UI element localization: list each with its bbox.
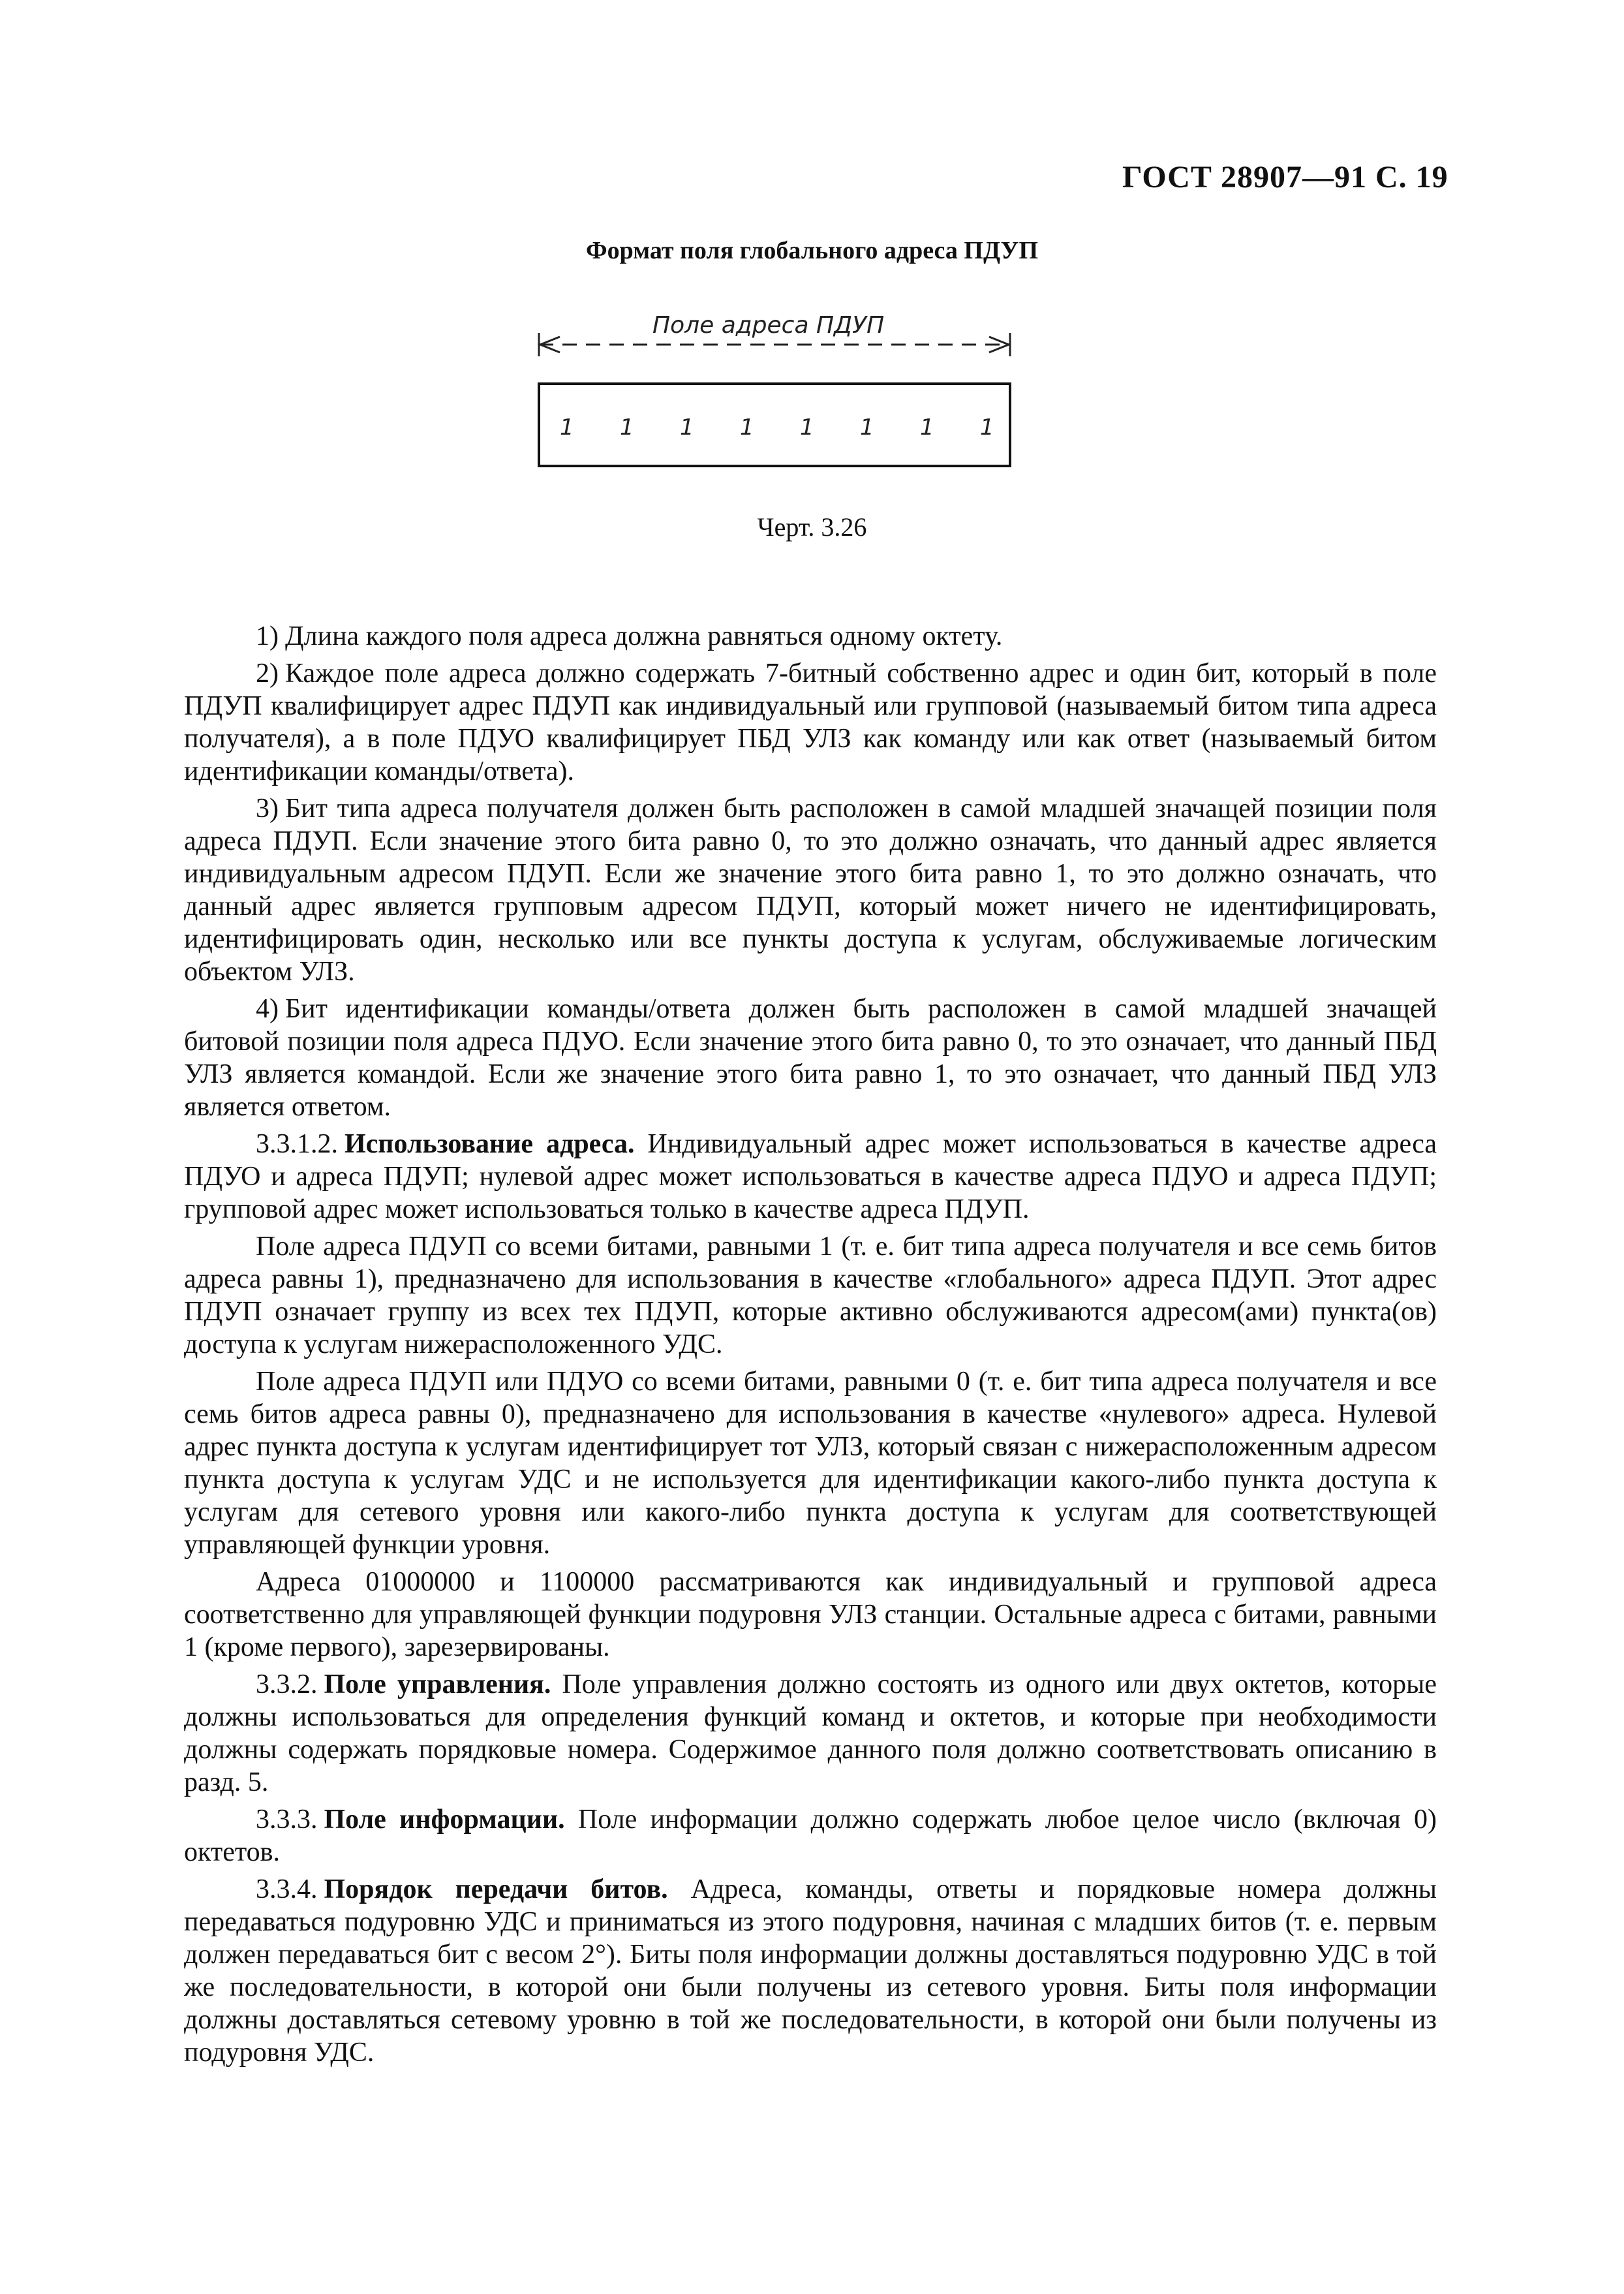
paragraph-number: 1) [256,621,279,651]
body-text [184,620,1437,2073]
bit-mark: 1 [740,414,754,441]
paragraph-number: 3) [256,794,279,824]
paragraph-heading: Поле информации. [324,1805,565,1835]
paragraph-text: Поле управления должно состоять из одного или двух октетов, которые должны использоваться для определения функций команд и октетов, и которые при необходимости должны содержать порядковые номера. Содержимое данного поля должно соответствовать описанию в разд. 5. [184,1669,1437,1797]
figure-caption: Черт. 3.26 [757,512,867,542]
paragraph-text: Бит типа адреса получателя должен быть расположен в самой младшей значащей позиции поля адреса ПДУП. Если значение этого бита равно 0, то это должно означать, что данный адрес является индивидуальным адресом ПДУП. Если же значение этого бита равно 1, то это должно означать, что данный адрес является групповым адресом ПДУП, который может ничего не идентифицировать, идентифицировать один, несколько или все пункты доступа к услугам, обслуживаемые логическим объектом УЛЗ. [184,794,1437,987]
paragraph-text: Длина каждого поля адреса должна равняться одному октету. [285,621,1003,651]
paragraph [184,657,1437,788]
bit-mark: 1 [560,414,574,441]
paragraph [184,1365,1437,1561]
paragraph [184,1230,1437,1361]
page-header: ГОСТ 28907—91 С. 19 [1122,160,1448,194]
paragraph-text: Адреса 01000000 и 1100000 рассматриваются как индивидуальный и групповой адреса соответственно для управляющей функции подуровня УЛЗ станции. Остальные адреса с битами, равными 1 (кроме первого), зарезервированы. [184,1567,1437,1662]
bit-mark: 1 [860,414,874,441]
paragraph [184,1873,1437,2069]
paragraph-text: Каждое поле адреса должно содержать 7-битный собственно адрес и один бит, который в поле ПДУП квалифицирует адрес ПДУП как индивидуальный или групповой (называемый битом типа адреса получателя), а в поле ПДУО квалифицирует ПБД УЛЗ как команду или как ответ (называемый битом идентификации команды/ответа). [184,659,1437,786]
paragraph-number: 3.3.3. [256,1805,318,1835]
paragraph [184,993,1437,1123]
bit-mark: 1 [920,414,934,441]
paragraph-text: Адреса, команды, ответы и порядковые номера должны передаваться подуровню УДС и приниматься из этого подуровня, начиная с младших битов (т. е. первым должен передаваться бит с весом 2°). Биты поля информации должны доставляться подуровню УДС в той же последовательности, в которой они были получены из сетевого уровня. Биты поля информации должны доставляться сетевому уровню в той же последовательности, в которой они были получены из подуровня УДС. [184,1874,1437,2068]
paragraph-heading: Использование адреса. [345,1129,635,1159]
paragraph [184,620,1437,653]
paragraph [184,1128,1437,1226]
bit-mark: 1 [680,414,694,441]
paragraph-text: Поле адреса ПДУП со всеми битами, равными 1 (т. е. бит типа адреса получателя и все семь битов адреса равны 1), предназначено для использования в качестве «глобального» адреса ПДУП. Этот адрес ПДУП означает группу из всех тех ПДУП, которые активно обслуживаются адресом(ами) пункта(ов) доступа к услугам нижерасположенного УДС. [184,1232,1437,1359]
paragraph [184,1668,1437,1799]
paragraph-number: 3.3.1.2. [256,1129,338,1159]
paragraph-text: Поле информации должно содержать любое целое число (включая 0) октетов. [184,1805,1437,1867]
bit-mark: 1 [620,414,634,441]
bit-mark: 1 [800,414,814,441]
address-field-diagram [0,307,1624,503]
paragraph-number: 3.3.2. [256,1669,318,1699]
field-label: Поле адреса ПДУП [652,312,885,339]
paragraph-text: Поле адреса ПДУП или ПДУО со всеми битами, равными 0 (т. е. бит типа адреса получателя и все семь битов адреса равны 0), предназначено для использования в качестве «нулевого» адреса. Нулевой адрес пункта доступа к услугам идентифицирует тот УЛЗ, который связан с нижерасположенным адресом пункта доступа к услугам УДС и не используется для идентификации какого-либо пункта доступа к услугам для сетевого уровня или какого-либо пункта доступа к услугам для соответствующей управляющей функции уровня. [184,1367,1437,1560]
paragraph-number: 4) [256,994,279,1024]
paragraph-heading: Порядок передачи битов. [324,1874,668,1904]
paragraph [184,792,1437,988]
paragraph-text: Индивидуальный адрес может использоваться в качестве адреса ПДУО и адреса ПДУП; нулевой адрес может использоваться в качестве адреса ПДУО и адреса ПДУП; групповой адрес может использоваться только в качестве адреса ПДУП. [184,1129,1437,1224]
paragraph-heading: Поле управления. [324,1669,551,1699]
paragraph [184,1803,1437,1868]
paragraph-number: 3.3.4. [256,1874,318,1904]
bit-mark: 1 [980,414,994,441]
paragraph [184,1566,1437,1664]
paragraph-text: Бит идентификации команды/ответа должен быть расположен в самой младшей значащей битовой позиции поля адреса ПДУО. Если значение этого бита равно 0, то это означает, что данный ПБД УЛЗ является командой. Если же значение этого бита равно 1, то это означает, что данный ПБД УЛЗ является ответом. [184,994,1437,1122]
bit-marks [560,414,994,441]
address-field-box [539,384,1010,466]
figure-title: Формат поля глобального адреса ПДУП [586,237,1038,264]
paragraph-number: 2) [256,659,279,689]
